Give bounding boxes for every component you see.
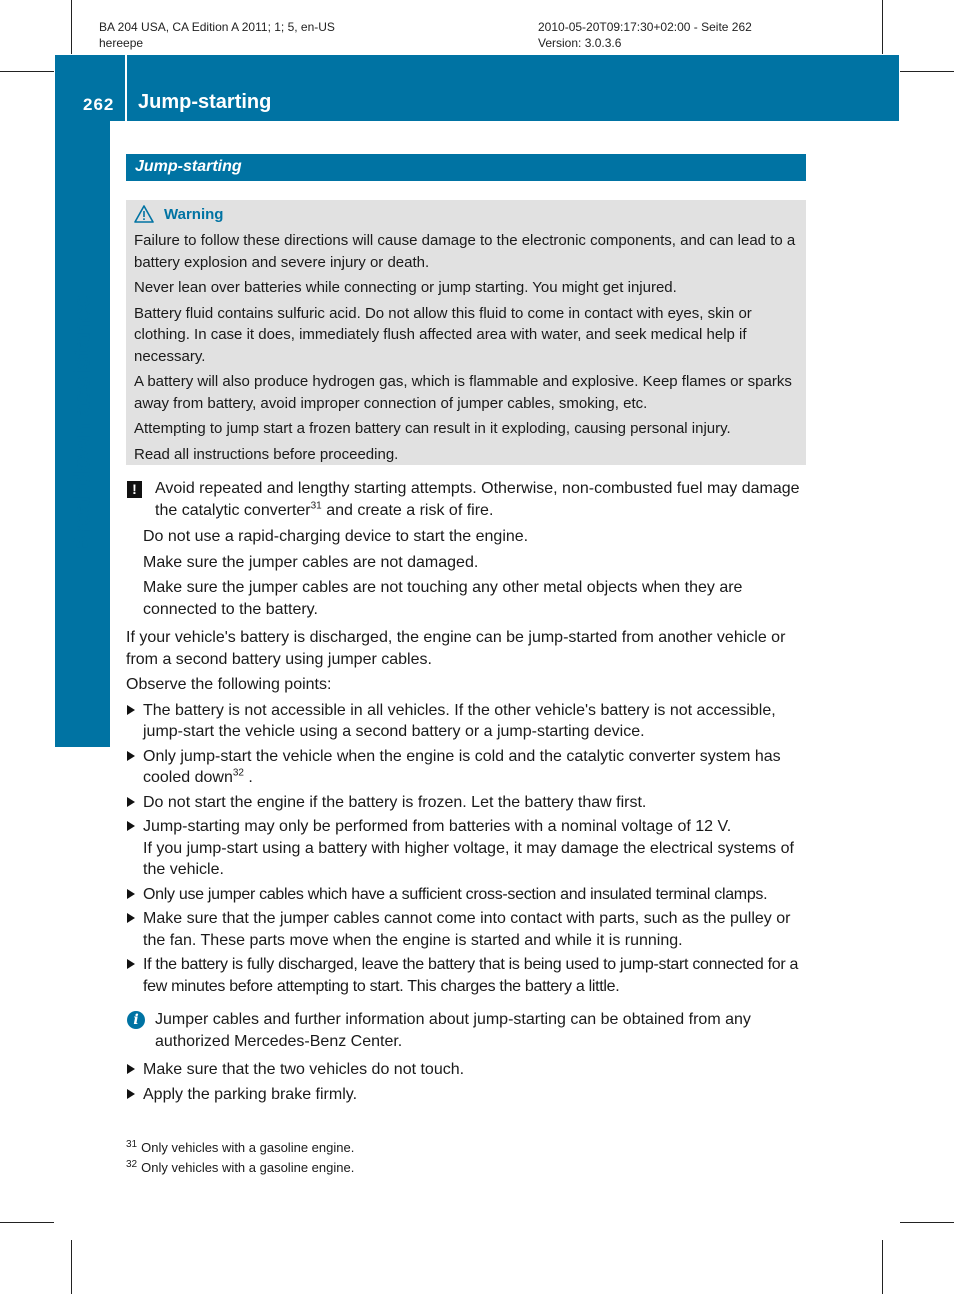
warning-box	[126, 200, 806, 465]
warning-paragraph: Never lean over batteries while connecting or jump starting. You might get injured.	[134, 279, 677, 296]
bullet-triangle-icon	[127, 751, 135, 761]
meta-line: 2010-05-20T09:17:30+02:00 - Seite 262	[538, 20, 752, 34]
exclamation-icon: !	[127, 481, 142, 498]
footnote-ref: 32	[232, 767, 244, 779]
bullet-triangle-icon	[127, 797, 135, 807]
list-item	[126, 884, 810, 906]
crop-mark	[71, 1240, 72, 1294]
bullet-triangle-icon	[127, 913, 135, 923]
list-item-text: Only use jumper cables which have a sufficient cross-section and insulated terminal clamps.	[143, 885, 768, 903]
meta-line: BA 204 USA, CA Edition A 2011; 1; 5, en-US	[99, 20, 335, 34]
warning-paragraph: Attempting to jump start a frozen battery can result in it exploding, causing personal injury.	[134, 420, 731, 437]
list-item	[126, 954, 810, 997]
list-item-text: Make sure that the two vehicles do not touch.	[143, 1061, 465, 1078]
list-item-text: Only jump-start the vehicle when the engine is cold and the catalytic converter system has cooled down	[143, 747, 781, 786]
crop-mark	[882, 0, 883, 54]
warning-title: Warning	[164, 205, 224, 223]
section-title: Jump-starting	[135, 158, 242, 175]
list-item	[126, 1059, 810, 1081]
footnote-text: Only vehicles with a gasoline engine.	[141, 1140, 355, 1155]
chapter-label: Breakdown assistance	[69, 293, 96, 553]
list-item	[126, 792, 810, 814]
notice-line: Make sure the jumper cables are not touching any other metal objects when they are connected to the battery.	[143, 579, 743, 618]
header-divider	[125, 55, 127, 121]
footnote-text: Only vehicles with a gasoline engine.	[141, 1160, 355, 1175]
list-item	[126, 908, 810, 951]
notice-text-part: and create a risk of fire.	[321, 501, 494, 519]
meta-line: hereepe	[99, 36, 144, 50]
info-text: Jumper cables and further information about jump-starting can be obtained from any authorized Mercedes-Benz Center.	[155, 1011, 751, 1050]
bullet-triangle-icon	[127, 959, 135, 969]
crop-mark	[0, 1222, 54, 1223]
list-item-text: Do not start the engine if the battery is frozen. Let the battery thaw first.	[143, 793, 647, 811]
warning-paragraph: Failure to follow these directions will cause damage to the electronic components, and can lead to a battery explosion and severe injury or death.	[134, 232, 796, 271]
list-item-text: If the battery is fully discharged, leave the battery that is being used to jump-start connected for a few minutes before attempting to start. This charges the battery a little.	[143, 956, 799, 995]
page-title: Jump-starting	[138, 91, 272, 113]
footnote-ref: 31	[310, 500, 322, 512]
warning-header	[134, 203, 798, 225]
bullet-triangle-icon	[127, 889, 135, 899]
notice-line: Make sure the jumper cables are not damaged.	[143, 553, 479, 571]
notice-block	[126, 478, 810, 620]
crop-mark	[900, 1222, 954, 1223]
list-item	[126, 700, 810, 743]
footnote	[126, 1158, 354, 1178]
list-item-text: Jump-starting may only be performed from batteries with a nominal voltage of 12 V.	[143, 818, 732, 835]
intro-paragraph: Observe the following points:	[126, 676, 332, 693]
warning-paragraph: Read all instructions before proceeding.	[134, 445, 399, 463]
section-heading	[126, 154, 806, 181]
list-item-text: Apply the parking brake firmly.	[143, 1085, 358, 1103]
list-item-text: .	[243, 769, 253, 786]
footnote-number: 32	[126, 1158, 138, 1170]
crop-mark	[882, 1240, 883, 1294]
warning-paragraph: Battery fluid contains sulfuric acid. Do not allow this fluid to come in contact with eyes, skin or clothing. In case it does, immediately flush affected area with water, and seek medical help if necessary.	[134, 304, 752, 365]
info-icon: i	[127, 1011, 145, 1029]
crop-mark	[0, 71, 54, 72]
notice-text-part: Avoid repeated and lengthy starting attempts. Otherwise, non-combusted fuel may damage the catalytic converter	[155, 480, 800, 519]
list-item	[126, 816, 810, 881]
list-item-subtext: If you jump-start using a battery with higher voltage, it may damage the electrical systems of the vehicle.	[143, 839, 794, 878]
crop-mark	[71, 0, 72, 54]
print-meta-right	[538, 19, 752, 51]
bullet-triangle-icon	[127, 1064, 135, 1074]
intro-paragraph: If your vehicle's battery is discharged, the engine can be jump-started from another vehicle or from a second battery using jumper cables.	[126, 629, 786, 668]
footnotes	[126, 1138, 354, 1178]
main-content	[126, 478, 810, 1108]
footnote	[126, 1138, 354, 1158]
info-block	[126, 1009, 810, 1052]
warning-triangle-icon	[134, 205, 154, 223]
list-item	[126, 1084, 810, 1106]
crop-mark	[900, 71, 954, 72]
notice-text	[143, 478, 810, 521]
footnote-number: 31	[126, 1138, 138, 1150]
bullet-triangle-icon	[127, 705, 135, 715]
list-item-text: The battery is not accessible in all vehicles. If the other vehicle's battery is not accessible, jump-start the vehicle using a second battery or a jump-starting device.	[143, 701, 776, 740]
bullet-triangle-icon	[127, 1089, 135, 1099]
bullet-triangle-icon	[127, 821, 135, 831]
print-meta-left	[99, 19, 335, 51]
list-item-text: Make sure that the jumper cables cannot come into contact with parts, such as the pulley or the fan. These parts move when the engine is started and while it is running.	[143, 910, 791, 949]
page-header	[55, 55, 899, 121]
warning-paragraph: A battery will also produce hydrogen gas, which is flammable and explosive. Keep flames or sparks away from battery, avoid improper connection of jumper cables, smoking, etc.	[134, 373, 792, 412]
meta-line: Version: 3.0.3.6	[538, 36, 622, 50]
chapter-side-tab	[55, 121, 110, 747]
page-number: 262	[83, 95, 115, 114]
list-item	[126, 746, 810, 789]
notice-line: Do not use a rapid-charging device to start the engine.	[143, 528, 529, 545]
